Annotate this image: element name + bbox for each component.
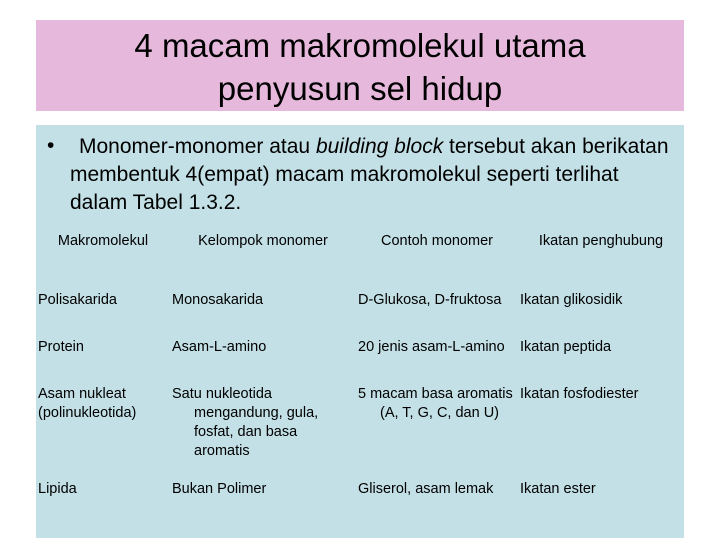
table-cell-text: Satu nukleotida mengandung, gula, fosfat, dan basa aromatis (172, 386, 319, 459)
table-cell-text: D-Glukosa, D-fruktosa (358, 292, 502, 308)
bullet-text-end: tersebut akan berikatan membentuk 4(empat) macam makromolekul seperti terlihat dalam Tabel 1.3.2. (70, 135, 669, 214)
table-cell (170, 382, 356, 477)
header-ikatan-penghubung: Ikatan penghubung (538, 233, 664, 249)
bullet-text-italic: building block (315, 135, 444, 158)
table-cell: Ikatan peptida (520, 339, 612, 355)
table-cell: Ikatan fosfodiester (520, 386, 639, 402)
bullet-paragraph (70, 133, 670, 217)
table-cell-text: 5 macam basa aromatis (A, T, G, C, dan U) (358, 386, 513, 421)
header-contoh-monomer: Contoh monomer (380, 233, 494, 249)
table-row (36, 477, 684, 509)
table-cell (356, 382, 518, 477)
macromolecule-table (36, 228, 684, 509)
table-header-row (36, 228, 684, 288)
slide-title (36, 24, 684, 110)
bullet-marker: • (47, 134, 55, 157)
table-cell: Monosakarida (172, 292, 264, 308)
table-row (36, 288, 684, 335)
table-cell: Bukan Polimer (172, 481, 267, 497)
table-row (36, 335, 684, 382)
table-cell: Lipida (38, 481, 77, 497)
table-row (36, 382, 684, 477)
table-cell: Ikatan glikosidik (520, 292, 623, 308)
table-cell (356, 288, 518, 335)
table-cell: Asam-L-amino (172, 339, 267, 355)
table-cell: Asam nukleat (polinukleotida) (38, 386, 137, 421)
table-cell: Ikatan ester (520, 481, 596, 497)
table-cell: Gliserol, asam lemak (358, 481, 494, 497)
header-makromolekul: Makromolekul (57, 233, 149, 249)
table-cell: Protein (38, 339, 84, 355)
bullet-text-start: Monomer-monomer atau (79, 135, 316, 158)
header-kelompok-monomer: Kelompok monomer (198, 233, 328, 249)
table-cell: 20 jenis asam-L-amino (358, 339, 505, 355)
title-line-1: 4 macam makromolekul utama (134, 27, 586, 64)
title-line-2: penyusun sel hidup (217, 70, 503, 107)
table-cell: Polisakarida (38, 292, 117, 308)
